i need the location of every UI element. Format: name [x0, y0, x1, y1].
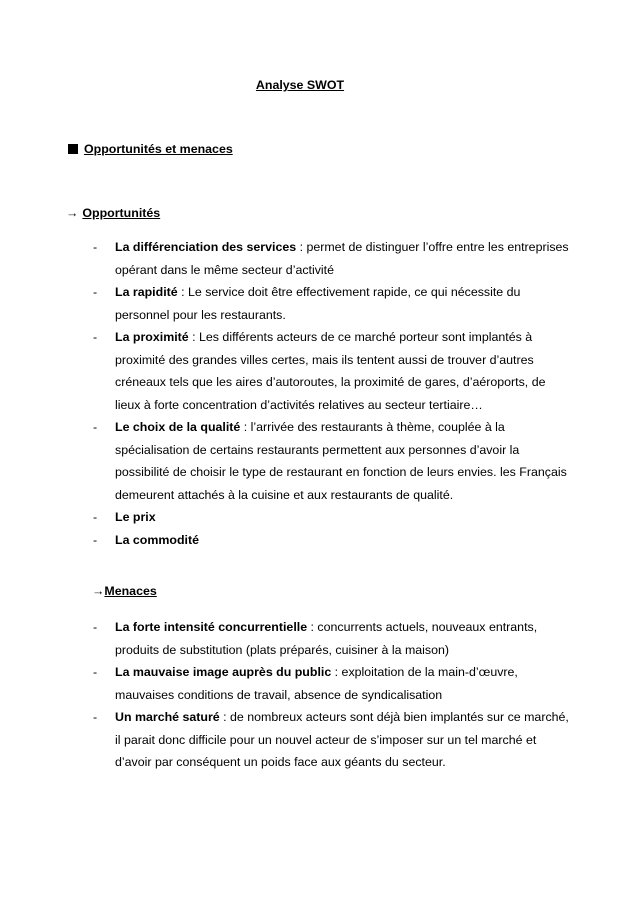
item-text: : exploitation de la main-d’œuvre, mauvaises conditions de travail, absence de syndicalisation: [115, 665, 518, 702]
dash-bullet: -: [93, 620, 98, 634]
opportunites-heading-label: Opportunités: [82, 206, 161, 220]
item-text: : Les différents acteurs de ce marché porteur sont implantés à proximité des grandes villes certes, mais ils tentent aussi de trouver d’autres créneaux tels que les aires d’autoroutes, la proximité de gares, d’aéroports, de lieux à forte concentration d’activités relatives au secteur tertiaire…: [115, 330, 546, 412]
item-text: : l’arrivée des restaurants à thème, couplée à la spécialisation de certains restaurants permettent aux personnes d’avoir la possibilité de choisir le type de restaurant en fonction de leurs envies. les Français demeurent attachés à la cuisine et aux restaurants de qualité.: [115, 420, 567, 502]
list-item: [91, 326, 571, 416]
document-title: Analyse SWOT: [255, 78, 345, 92]
opportunites-list: [91, 236, 571, 551]
item-term: La rapidité: [115, 285, 178, 299]
menaces-heading: [92, 584, 157, 598]
section-heading-label: Opportunités et menaces: [84, 142, 233, 156]
list-item: [91, 416, 571, 506]
menaces-list: [91, 616, 571, 774]
item-term: Le choix de la qualité: [115, 420, 241, 434]
item-term: La forte intensité concurrentielle: [115, 620, 308, 634]
square-bullet-icon: [68, 144, 78, 154]
list-item: [91, 616, 571, 661]
item-text: : de nombreux acteurs sont déjà bien implantés sur ce marché, il parait donc difficile pour un nouvel acteur de s’imposer sur un tel marché et d’avoir par conséquent un poids face aux géants du secteur.: [115, 710, 569, 769]
list-item: [91, 236, 571, 281]
dash-bullet: -: [93, 420, 98, 434]
list-item: [91, 706, 571, 774]
item-term: La mauvaise image auprès du public: [115, 665, 332, 679]
dash-bullet: -: [93, 240, 98, 254]
item-text: : permet de distinguer l’offre entre les entreprises opérant dans le même secteur d’activité: [115, 240, 569, 277]
item-term: La commodité: [115, 532, 199, 547]
dash-bullet: -: [93, 710, 98, 724]
list-item: [91, 281, 571, 326]
dash-bullet: -: [93, 532, 98, 547]
list-item: [91, 506, 571, 529]
list-item: [91, 529, 571, 552]
menaces-heading-label: Menaces: [104, 584, 157, 598]
dash-bullet: -: [93, 330, 98, 344]
item-term: Un marché saturé: [115, 710, 220, 724]
arrow-right-icon: →: [92, 584, 105, 598]
item-text: : Le service doit être effectivement rapide, ce qui nécessite du personnel pour les restaurants.: [115, 285, 521, 322]
section-heading: [68, 142, 233, 156]
arrow-right-icon: →: [66, 206, 79, 220]
dash-bullet: -: [93, 510, 98, 524]
item-term: Le prix: [115, 510, 156, 524]
item-term: La différenciation des services: [115, 240, 297, 254]
dash-bullet: -: [93, 285, 98, 299]
opportunites-heading: [66, 206, 160, 220]
item-term: La proximité: [115, 330, 189, 344]
dash-bullet: -: [93, 665, 98, 679]
item-text: : concurrents actuels, nouveaux entrants, produits de substitution (plats préparés, cuisiner à la maison): [115, 620, 538, 657]
list-item: [91, 661, 571, 706]
